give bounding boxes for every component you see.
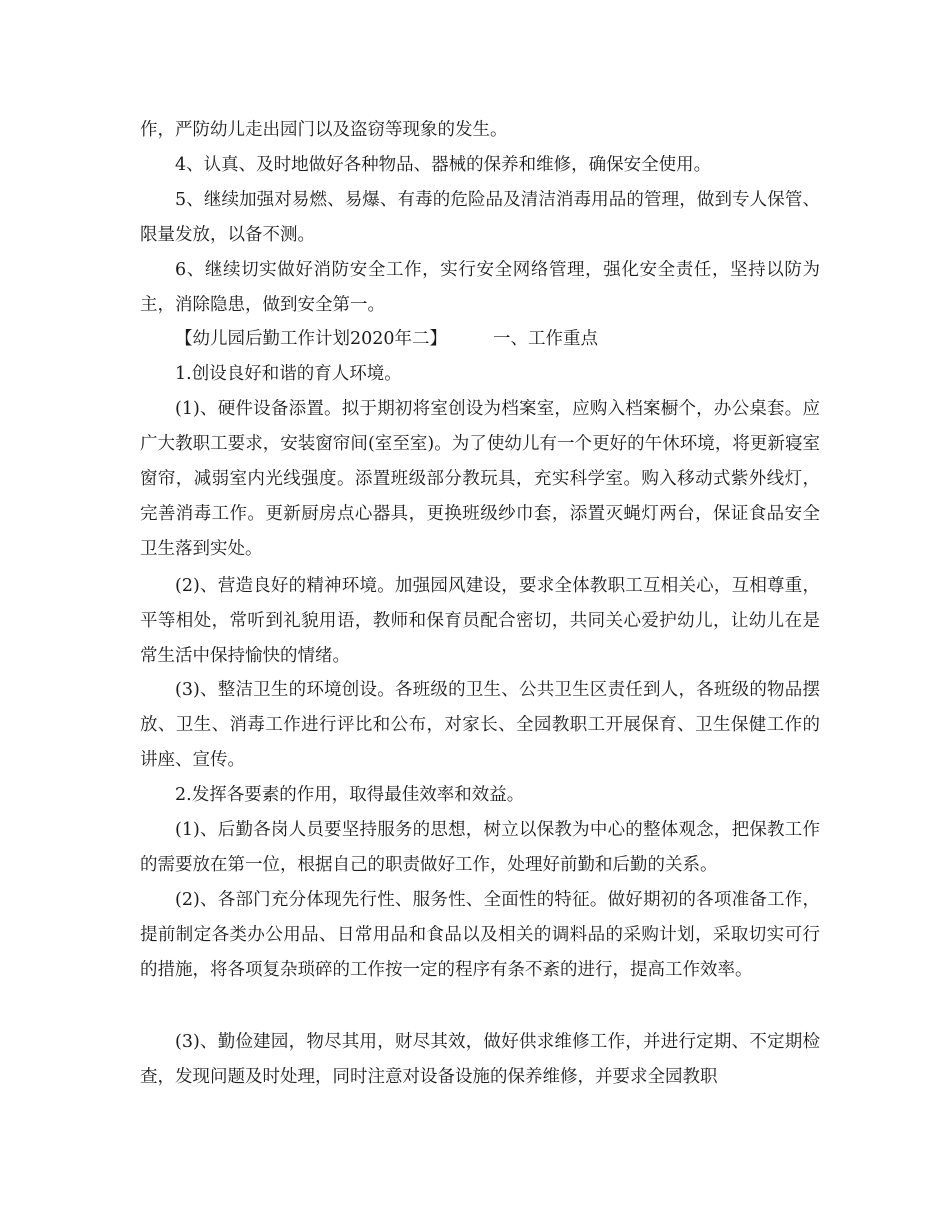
paragraph-1-3: (3)、整洁卫生的环境创设。各班级的卫生、公共卫生区责任到人，各班级的物品摆放、卫生、消毒工作进行评比和公布，对家长、全园教职工开展保育、卫生保健工作的讲座、宣传。 xyxy=(140,680,820,770)
paragraph-item-6: 6、继续切实做好消防安全工作，实行安全网络管理，强化安全责任，坚持以防为主，消除隐患，做到安全第一。 xyxy=(140,260,820,315)
section-heading xyxy=(175,322,598,357)
subheading-1: 1.创设良好和谐的育人环境。 xyxy=(175,364,402,384)
section-heading-title: 【幼儿园后勤工作计划2020年二】 xyxy=(175,329,448,349)
paragraph-1-2: (2)、营造良好的精神环境。加强园风建设，要求全体教职工互相关心，互相尊重，平等相处，常听到礼貌用语，教师和保育员配合密切，共同关心爱护幼儿，让幼儿在是常生活中保持愉快的情绪。 xyxy=(140,576,820,666)
paragraph-item-5: 5、继续加强对易燃、易爆、有毒的危险品及清洁消毒用品的管理，做到专人保管、限量发放，以备不测。 xyxy=(140,190,820,245)
subheading-2: 2.发挥各要素的作用，取得最佳效率和效益。 xyxy=(175,785,525,805)
section-heading-subtitle: 一、工作重点 xyxy=(493,329,599,349)
paragraph-item-4: 4、认真、及时地做好各种物品、器械的保养和维修，确保安全使用。 xyxy=(175,155,712,175)
paragraph-2-1: (1)、后勤各岗人员要坚持服务的思想，树立以保教为中心的整体观念，把保教工作的需要放在第一位，根据自己的职责做好工作，处理好前勤和后勤的关系。 xyxy=(140,820,820,875)
paragraph-continuation: 作，严防幼儿走出园门以及盗窃等现象的发生。 xyxy=(140,120,508,140)
paragraph-1-1: (1)、硬件设备添置。拟于期初将室创设为档案室，应购入档案橱个，办公桌套。应广大教职工要求，安装窗帘间(室至室)。为了使幼儿有一个更好的午休环境，将更新寝室窗帘，减弱室内光线强度。添置班级部分教玩具，充实科学室。购入移动式紫外线灯，完善消毒工作。更新厨房点心器具，更换班级纱巾套，添置灭蝇灯两台，保证食品安全卫生落到实处。 xyxy=(140,399,820,559)
paragraph-2-3: (3)、勤俭建园，物尽其用，财尽其效，做好供求维修工作，并进行定期、不定期检查，发现问题及时处理，同时注意对设备设施的保养维修，并要求全园教职 xyxy=(140,1032,820,1087)
paragraph-2-2: (2)、各部门充分体现先行性、服务性、全面性的特征。做好期初的各项准备工作，提前制定各类办公用品、日常用品和食品以及相关的调料品的采购计划，采取切实可行的措施，将各项复杂琐碎的工作按一定的程序有条不紊的进行，提高工作效率。 xyxy=(140,890,820,980)
